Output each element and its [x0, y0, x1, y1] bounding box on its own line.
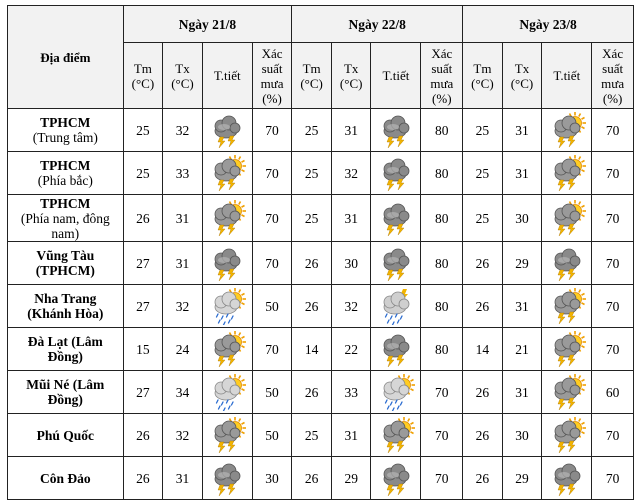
max-temp-cell: 30 [502, 414, 542, 457]
max-temp-cell: 31 [163, 457, 203, 500]
rain-probability-cell: 70 [421, 414, 463, 457]
sun-thunderstorm-icon [548, 330, 586, 368]
weather-icon-cell [542, 457, 592, 500]
min-temp-cell: 26 [463, 371, 503, 414]
rain-probability-cell: 50 [252, 414, 292, 457]
max-temp-cell: 30 [331, 242, 371, 285]
rain-probability-cell: 70 [252, 152, 292, 195]
max-temp-cell: 31 [331, 109, 371, 152]
min-temp-cell: 26 [123, 414, 163, 457]
col-max-temp: Tx (°C) [502, 43, 542, 109]
rain-probability-cell: 80 [421, 242, 463, 285]
max-temp-cell: 31 [331, 195, 371, 242]
weather-icon-cell [371, 285, 421, 328]
thunderstorm-cloud-icon [208, 459, 246, 497]
day-header: Ngày 23/8 [463, 6, 634, 43]
rain-probability-cell: 70 [592, 285, 634, 328]
max-temp-cell: 32 [163, 109, 203, 152]
sun-thunderstorm-icon [548, 373, 586, 411]
col-rain-probability: Xác suất mưa (%) [592, 43, 634, 109]
header-row-days [8, 6, 634, 43]
weather-icon-cell [202, 242, 252, 285]
rain-probability-cell: 70 [252, 109, 292, 152]
sun-thunderstorm-icon [548, 199, 586, 237]
location-cell: Nha Trang (Khánh Hòa) [8, 285, 124, 328]
sun-thunderstorm-icon [208, 416, 246, 454]
rain-probability-cell: 70 [421, 457, 463, 500]
max-temp-cell: 29 [331, 457, 371, 500]
max-temp-cell: 31 [502, 109, 542, 152]
weather-icon-cell [542, 328, 592, 371]
day-header: Ngày 22/8 [292, 6, 463, 43]
max-temp-cell: 31 [331, 414, 371, 457]
thunder-rain-icon [377, 287, 415, 325]
col-max-temp: Tx (°C) [163, 43, 203, 109]
location-cell: TPHCM (Trung tâm) [8, 109, 124, 152]
rain-probability-cell: 70 [421, 371, 463, 414]
weather-icon-cell [371, 414, 421, 457]
min-temp-cell: 25 [123, 152, 163, 195]
min-temp-cell: 26 [463, 285, 503, 328]
min-temp-cell: 25 [463, 152, 503, 195]
location-cell: Phú Quốc [8, 414, 124, 457]
thunderstorm-cloud-icon [377, 330, 415, 368]
col-max-temp: Tx (°C) [331, 43, 371, 109]
col-min-temp: Tm (°C) [463, 43, 503, 109]
table-row [8, 414, 634, 457]
min-temp-cell: 26 [123, 457, 163, 500]
rain-probability-cell: 80 [421, 195, 463, 242]
max-temp-cell: 29 [502, 457, 542, 500]
min-temp-cell: 27 [123, 285, 163, 328]
col-min-temp: Tm (°C) [123, 43, 163, 109]
rain-probability-cell: 80 [421, 109, 463, 152]
sun-thunderstorm-icon [548, 416, 586, 454]
sun-thunderstorm-icon [377, 416, 415, 454]
max-temp-cell: 31 [502, 152, 542, 195]
weather-icon-cell [202, 109, 252, 152]
thunderstorm-cloud-icon [377, 111, 415, 149]
rain-probability-cell: 70 [252, 195, 292, 242]
thunderstorm-cloud-icon [377, 244, 415, 282]
col-weather: T.tiết [542, 43, 592, 109]
max-temp-cell: 32 [163, 285, 203, 328]
thunderstorm-cloud-icon [548, 459, 586, 497]
weather-icon-cell [542, 371, 592, 414]
col-weather: T.tiết [371, 43, 421, 109]
sun-thunderstorm-icon [548, 154, 586, 192]
min-temp-cell: 26 [463, 457, 503, 500]
max-temp-cell: 33 [331, 371, 371, 414]
col-rain-probability: Xác suất mưa (%) [252, 43, 292, 109]
max-temp-cell: 24 [163, 328, 203, 371]
sun-thunderstorm-icon [208, 199, 246, 237]
max-temp-cell: 22 [331, 328, 371, 371]
weather-icon-cell [542, 109, 592, 152]
max-temp-cell: 21 [502, 328, 542, 371]
thunderstorm-cloud-icon [208, 111, 246, 149]
min-temp-cell: 25 [292, 195, 332, 242]
rain-probability-cell: 80 [421, 152, 463, 195]
weather-forecast-table [7, 5, 634, 500]
table-row [8, 328, 634, 371]
rain-probability-cell: 80 [421, 285, 463, 328]
rain-probability-cell: 50 [252, 371, 292, 414]
rain-probability-cell: 70 [592, 152, 634, 195]
table-row [8, 457, 634, 500]
rain-probability-cell: 70 [252, 328, 292, 371]
max-temp-cell: 32 [163, 414, 203, 457]
weather-icon-cell [371, 242, 421, 285]
sun-thunderstorm-icon [548, 111, 586, 149]
weather-icon-cell [202, 457, 252, 500]
max-temp-cell: 31 [163, 195, 203, 242]
weather-icon-cell [202, 328, 252, 371]
min-temp-cell: 26 [463, 242, 503, 285]
table-row [8, 285, 634, 328]
max-temp-cell: 29 [502, 242, 542, 285]
sun-thunderstorm-icon [548, 287, 586, 325]
rain-probability-cell: 50 [252, 285, 292, 328]
max-temp-cell: 30 [502, 195, 542, 242]
weather-icon-cell [371, 371, 421, 414]
thunderstorm-cloud-icon [377, 154, 415, 192]
weather-icon-cell [542, 195, 592, 242]
weather-icon-cell [202, 371, 252, 414]
min-temp-cell: 26 [463, 414, 503, 457]
location-cell: Vũng Tàu (TPHCM) [8, 242, 124, 285]
min-temp-cell: 25 [123, 109, 163, 152]
min-temp-cell: 26 [123, 195, 163, 242]
weather-icon-cell [542, 414, 592, 457]
weather-icon-cell [542, 242, 592, 285]
weather-icon-cell [371, 457, 421, 500]
thunderstorm-cloud-icon [208, 244, 246, 282]
max-temp-cell: 32 [331, 285, 371, 328]
min-temp-cell: 25 [292, 109, 332, 152]
rain-probability-cell: 70 [592, 328, 634, 371]
rain-probability-cell: 70 [592, 414, 634, 457]
weather-icon-cell [542, 285, 592, 328]
location-cell: Côn Đảo [8, 457, 124, 500]
weather-icon-cell [202, 195, 252, 242]
col-rain-probability: Xác suất mưa (%) [421, 43, 463, 109]
rain-probability-cell: 70 [592, 457, 634, 500]
min-temp-cell: 26 [292, 242, 332, 285]
rain-probability-cell: 60 [592, 371, 634, 414]
rain-probability-cell: 30 [252, 457, 292, 500]
table-row [8, 109, 634, 152]
min-temp-cell: 25 [292, 152, 332, 195]
location-cell: Đà Lạt (Lâm Đồng) [8, 328, 124, 371]
col-weather: T.tiết [202, 43, 252, 109]
table-row [8, 242, 634, 285]
weather-icon-cell [371, 328, 421, 371]
max-temp-cell: 33 [163, 152, 203, 195]
min-temp-cell: 27 [123, 371, 163, 414]
weather-icon-cell [371, 195, 421, 242]
min-temp-cell: 27 [123, 242, 163, 285]
weather-icon-cell [202, 414, 252, 457]
min-temp-cell: 26 [292, 371, 332, 414]
location-header: Địa điểm [8, 6, 124, 109]
rain-probability-cell: 70 [592, 109, 634, 152]
min-temp-cell: 15 [123, 328, 163, 371]
sun-thunderstorm-icon [208, 330, 246, 368]
sun-rain-icon [208, 373, 246, 411]
table-row [8, 195, 634, 242]
min-temp-cell: 25 [463, 109, 503, 152]
weather-icon-cell [202, 152, 252, 195]
max-temp-cell: 31 [502, 371, 542, 414]
thunderstorm-cloud-icon [377, 459, 415, 497]
weather-icon-cell [202, 285, 252, 328]
location-cell: TPHCM (Phía bắc) [8, 152, 124, 195]
rain-probability-cell: 70 [592, 195, 634, 242]
max-temp-cell: 31 [163, 242, 203, 285]
thunderstorm-cloud-icon [377, 199, 415, 237]
min-temp-cell: 25 [463, 195, 503, 242]
thunderstorm-cloud-icon [548, 244, 586, 282]
table-row [8, 371, 634, 414]
min-temp-cell: 26 [292, 285, 332, 328]
table-row [8, 152, 634, 195]
min-temp-cell: 14 [463, 328, 503, 371]
rain-probability-cell: 80 [421, 328, 463, 371]
weather-icon-cell [371, 152, 421, 195]
rain-probability-cell: 70 [592, 242, 634, 285]
min-temp-cell: 26 [292, 457, 332, 500]
max-temp-cell: 34 [163, 371, 203, 414]
weather-icon-cell [542, 152, 592, 195]
day-header: Ngày 21/8 [123, 6, 292, 43]
rain-probability-cell: 70 [252, 242, 292, 285]
location-cell: TPHCM (Phía nam, đông nam) [8, 195, 124, 242]
max-temp-cell: 31 [502, 285, 542, 328]
sun-thunderstorm-icon [208, 154, 246, 192]
min-temp-cell: 25 [292, 414, 332, 457]
min-temp-cell: 14 [292, 328, 332, 371]
col-min-temp: Tm (°C) [292, 43, 332, 109]
sun-rain-icon [208, 287, 246, 325]
weather-icon-cell [371, 109, 421, 152]
sun-rain-icon [377, 373, 415, 411]
max-temp-cell: 32 [331, 152, 371, 195]
location-cell: Mũi Né (Lâm Đồng) [8, 371, 124, 414]
